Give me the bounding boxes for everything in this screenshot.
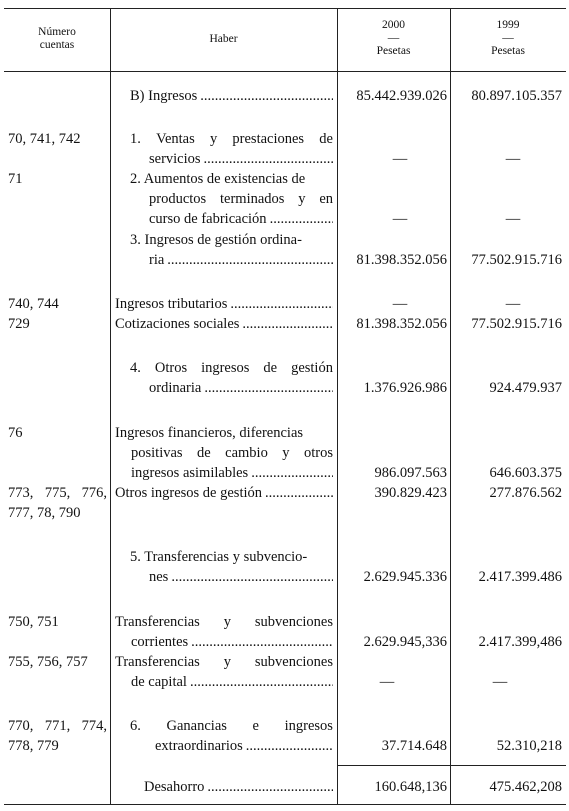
account-numbers: 777, 78, 790 bbox=[8, 505, 81, 521]
account-numbers: 755, 756, 757 bbox=[8, 654, 88, 670]
account-numbers: 76 bbox=[8, 425, 23, 441]
value-1999: 77.502.915.716 bbox=[471, 316, 562, 332]
value-1999: — bbox=[505, 296, 521, 312]
value-1999: 2.417.399.486 bbox=[478, 569, 562, 585]
value-2000: 390.829.423 bbox=[374, 485, 447, 501]
value-2000: — bbox=[379, 674, 395, 690]
total-rule bbox=[337, 765, 566, 766]
row-tributarios-label: Ingresos tributarios ..... bbox=[115, 294, 333, 314]
column-divider bbox=[110, 8, 111, 805]
row-desahorro-label: Desahorro ..... bbox=[144, 777, 333, 797]
value-2000: 81.398.352.056 bbox=[356, 316, 447, 332]
row-cotizaciones-label: Cotizaciones sociales ..... bbox=[115, 314, 333, 334]
row-ingresos-label: B) Ingresos ..... bbox=[130, 86, 333, 106]
value-2000: — bbox=[392, 151, 408, 167]
value-1999: — bbox=[505, 211, 521, 227]
header-2000: 2000 — Pesetas bbox=[376, 19, 411, 57]
value-1999: — bbox=[492, 674, 508, 690]
row-otros-gestion-ordinaria-label-cont: ordinaria ..... bbox=[149, 378, 333, 398]
row-financieros-label-cont: ingresos asimilables ..... bbox=[131, 463, 333, 483]
value-1999: 646.603.375 bbox=[489, 465, 562, 481]
value-2000: — bbox=[392, 296, 408, 312]
value-1999: 277.876.562 bbox=[489, 485, 562, 501]
row-aumentos-label: 2. Aumentos de existencias de bbox=[130, 171, 306, 187]
row-aumentos-label-cont: productos terminados y en bbox=[149, 191, 333, 207]
table-top-rule bbox=[4, 8, 566, 9]
accounts-table bbox=[4, 8, 566, 805]
row-financieros-label-cont: positivas de cambio y otros bbox=[131, 445, 333, 461]
value-1999: 475.462,208 bbox=[489, 779, 562, 795]
account-numbers: 70, 741, 742 bbox=[8, 131, 81, 147]
row-extraordinarios-label: 6. Ganancias e ingresos bbox=[130, 718, 333, 734]
value-2000: 81.398.352.056 bbox=[356, 252, 447, 268]
row-extraordinarios-label-cont: extraordinarios ..... bbox=[155, 736, 333, 756]
value-2000: 2.629.945,336 bbox=[363, 634, 447, 650]
row-gestion-ordinaria-label-cont: ria ..... bbox=[149, 250, 333, 270]
value-1999: 77.502.915.716 bbox=[471, 252, 562, 268]
header-bottom-rule bbox=[4, 71, 566, 72]
row-financieros-label: Ingresos financieros, diferencias bbox=[115, 425, 304, 441]
row-otros-gestion-label: Otros ingresos de gestión ..... bbox=[115, 483, 333, 503]
row-gestion-ordinaria-label: 3. Ingresos de gestión ordina- bbox=[130, 232, 302, 248]
account-numbers: 770, 771, 774, bbox=[8, 718, 107, 734]
value-1999: 80.897.105.357 bbox=[471, 88, 562, 104]
value-1999: — bbox=[505, 151, 521, 167]
value-1999: 2.417.399,486 bbox=[478, 634, 562, 650]
row-transferencias-label: 5. Transferencias y subvencio- bbox=[130, 549, 308, 565]
value-1999: 52.310,218 bbox=[496, 738, 562, 754]
row-transf-corrientes-label: Transferencias y subvenciones bbox=[115, 614, 333, 630]
header-1999: 1999 — Pesetas bbox=[491, 19, 525, 57]
value-2000: 37.714.648 bbox=[381, 738, 447, 754]
row-ventas-label: 1. Ventas y prestaciones de bbox=[130, 131, 333, 147]
value-2000: 160.648,136 bbox=[374, 779, 447, 795]
row-transf-corrientes-label-cont: corrientes ..... bbox=[131, 632, 333, 652]
value-2000: 986.097.563 bbox=[374, 465, 447, 481]
row-transferencias-label-cont: nes ..... bbox=[149, 567, 333, 587]
row-otros-gestion-ordinaria-label: 4. Otros ingresos de gestión bbox=[130, 360, 333, 376]
table-bottom-rule bbox=[4, 804, 566, 805]
row-transf-capital-label: Transferencias y subvenciones bbox=[115, 654, 333, 670]
header-haber: Haber bbox=[209, 33, 238, 45]
value-1999: 924.479.937 bbox=[489, 380, 562, 396]
account-numbers: 750, 751 bbox=[8, 614, 59, 630]
account-numbers: 71 bbox=[8, 171, 23, 187]
value-2000: 2.629.945.336 bbox=[363, 569, 447, 585]
row-ventas-label-cont: servicios ..... bbox=[149, 149, 333, 169]
account-numbers: 773, 775, 776, bbox=[8, 485, 107, 501]
account-numbers: 729 bbox=[8, 316, 30, 332]
account-numbers: 740, 744 bbox=[8, 296, 59, 312]
value-2000: 1.376.926.986 bbox=[363, 380, 447, 396]
header-cuentas: Número cuentas bbox=[38, 26, 76, 51]
row-aumentos-label-cont: curso de fabricación ..... bbox=[149, 209, 333, 229]
value-2000: 85.442.939.026 bbox=[356, 88, 447, 104]
value-2000: — bbox=[392, 211, 408, 227]
account-numbers: 778, 779 bbox=[8, 738, 59, 754]
row-transf-capital-label-cont: de capital ..... bbox=[131, 672, 333, 692]
